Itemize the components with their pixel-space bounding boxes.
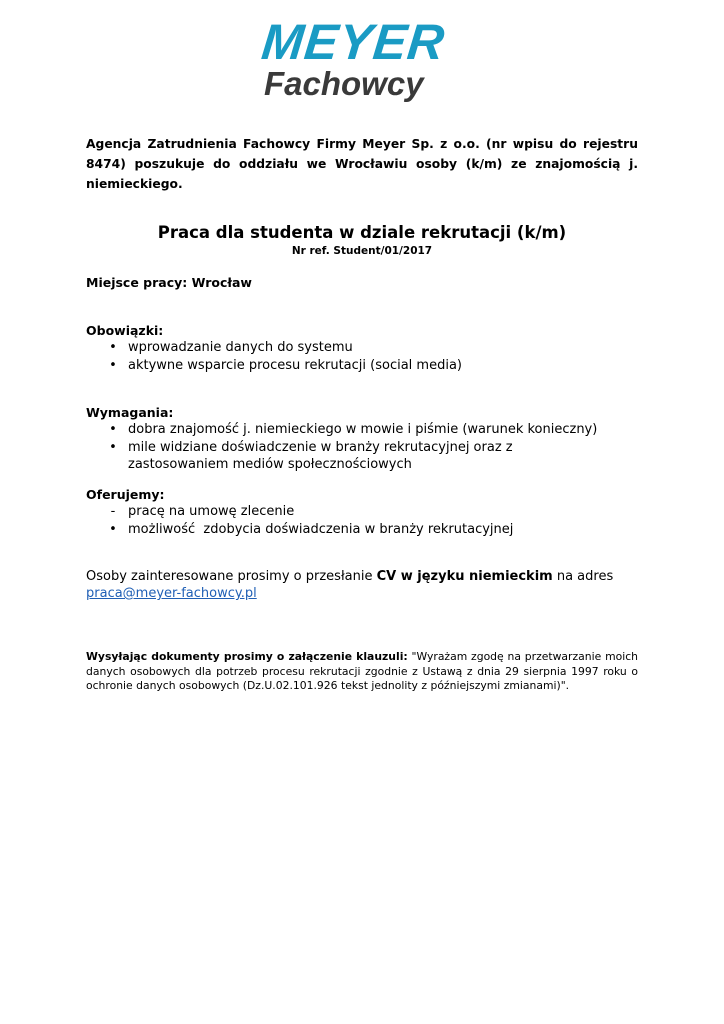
list-item-text: wprowadzanie danych do systemu: [128, 340, 353, 355]
job-title: Praca dla studenta w dziale rekrutacji (k/m): [157, 223, 567, 242]
list-item-text: mile widziane doświadczenie w branży rekrutacyjnej oraz z zastosowaniem mediów społecznościowych: [128, 439, 513, 472]
work-location: Miejsce pracy: Wrocław: [86, 275, 252, 290]
dash-icon: -: [110, 504, 116, 519]
bullet-icon: •: [109, 521, 117, 537]
logo-sub-text: Fachowcy: [264, 65, 424, 102]
list-item-text: dobra znajomość j. niemieckiego w mowie i piśmie (warunek konieczny): [128, 422, 598, 437]
contact-text: Osoby zainteresowane prosimy o przesłanie: [86, 569, 377, 584]
list-item-text: możliwość zdobycia doświadczenia w branży rekrutacyjnej: [128, 521, 514, 537]
duties-section: [86, 322, 638, 374]
bullet-icon: •: [109, 357, 117, 373]
job-reference: Nr ref. Student/01/2017: [291, 245, 433, 257]
bullet-icon: •: [109, 439, 117, 455]
company-logo: [0, 14, 724, 106]
offer-section: [86, 486, 638, 538]
list-item: [86, 521, 638, 539]
clause-text: "Wyrażam zgodę na przetwarzanie moich danych osobowych dla potrzeb procesu rekrutacji zgodnie z Ustawą z dnia 29 sierpnia 1997 roku o ochronie danych osobowych (Dz.U.02.101.926 tekst jednolity z późniejszymi zmianami)".: [86, 650, 638, 692]
list-item: [86, 357, 638, 375]
duties-heading: Obowiązki:: [86, 323, 164, 338]
logo-brand-text: MEYER: [259, 14, 448, 70]
intro-paragraph: Agencja Zatrudnienia Fachowcy Firmy Meyer Sp. z o.o. (nr wpisu do rejestru 8474) poszukuje do oddziału we Wrocławiu osoby (k/m) ze znajomością j. niemieckiego.: [86, 137, 638, 191]
duties-list: [86, 339, 638, 374]
list-item-text: aktywne wsparcie procesu rekrutacji (social media): [128, 357, 462, 373]
contact-email-link[interactable]: praca@meyer-fachowcy.pl: [86, 586, 257, 601]
contact-cv-language: CV w języku niemieckim: [376, 569, 553, 584]
privacy-clause: [86, 650, 638, 694]
requirements-list: [86, 421, 638, 474]
bullet-icon: •: [109, 340, 117, 355]
contact-text-end: na adres: [552, 569, 614, 584]
clause-intro: Wysyłając dokumenty prosimy o załączenie klauzuli:: [86, 650, 408, 663]
list-item: [86, 503, 638, 521]
contact-paragraph: [86, 568, 646, 602]
requirements-section: [86, 404, 638, 474]
list-item: [86, 421, 638, 439]
list-item: [86, 439, 638, 474]
offer-heading: Oferujemy:: [86, 487, 165, 502]
bullet-icon: •: [109, 422, 117, 437]
offer-list: [86, 503, 638, 538]
list-item-text: pracę na umowę zlecenie: [128, 504, 295, 519]
requirements-heading: Wymagania:: [86, 405, 174, 420]
list-item: [86, 339, 638, 357]
